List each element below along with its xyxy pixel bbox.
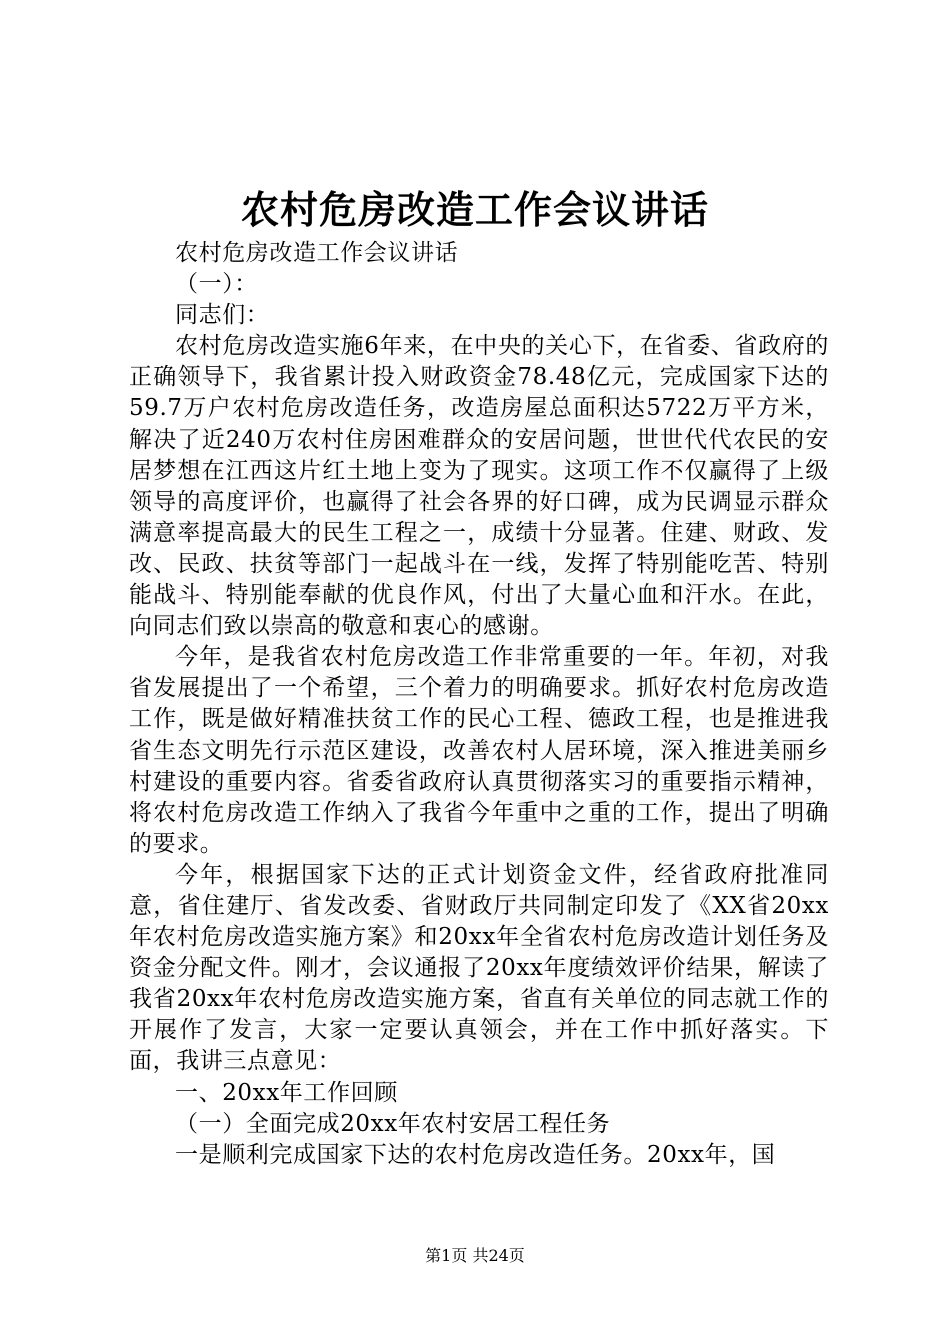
section-heading: 一、20xx年工作回顾 bbox=[175, 1079, 398, 1106]
paragraph-section-marker: （一）： bbox=[175, 271, 258, 298]
paragraph-salutation: 同志们： bbox=[175, 302, 270, 329]
paragraph-body: 农村危房改造实施6年来，在中央的关心下，在省委、省政府的正确领导下，我省累计投入财政资金78.48亿元，完成国家下达的59.7万户农村危房改造任务，改造房屋总面积达5722万平方米，解决了近240万农村住房困难群众的安居问题，世世代代农民的安居梦想在江西这片红土地上变为了现实。这项工作不仅赢得了上级领导的高度评价，也赢得了社会各界的好口碑，成为民调显示群众满意率提高最大的民生工程之一，成绩十分显著。住建、财政、发改、民政、扶贫等部门一起战斗在一线，发挥了特别能吃苦、特别能战斗、特别能奉献的优良作风，付出了大量心血和汗水。在此，向同志们致以崇高的敬意和衷心的感谢。 bbox=[129, 333, 829, 640]
page-number-footer: 第1页 共24页 bbox=[425, 1246, 525, 1265]
paragraph-body: 今年，根据国家下达的正式计划资金文件，经省政府批准同意，省住建厅、省发改委、省财政厅共同制定印发了《XX省20xx年农村危房改造实施方案》和20xx年全省农村危房改造计划任务及资金分配文件。刚才，会议通报了20xx年度绩效评价结果，解读了我省20xx年农村危房改造实施方案，省直有关单位的同志就工作的开展作了发言，大家一定要认真领会，并在工作中抓好落实。下面，我讲三点意见： bbox=[129, 861, 829, 1075]
subsection-heading: （一）全面完成20xx年农村安居工程任务 bbox=[175, 1110, 611, 1137]
document-body bbox=[129, 238, 829, 1171]
paragraph-body: 今年，是我省农村危房改造工作非常重要的一年。年初，对我省发展提出了一个希望，三个着力的明确要求。抓好农村危房改造工作，既是做好精准扶贫工作的民心工程、德政工程，也是推进我省生态文明先行示范区建设，改善农村人居环境，深入推进美丽乡村建设的重要内容。省委省政府认真贯彻落实习的重要指示精神，将农村危房改造工作纳入了我省今年重中之重的工作，提出了明确的要求。 bbox=[129, 644, 829, 857]
document-title: 农村危房改造工作会议讲话 bbox=[240, 187, 709, 232]
paragraph-body: 一是顺利完成国家下达的农村危房改造任务。20xx年，国 bbox=[175, 1141, 776, 1168]
paragraph-subtitle: 农村危房改造工作会议讲话 bbox=[175, 240, 459, 266]
